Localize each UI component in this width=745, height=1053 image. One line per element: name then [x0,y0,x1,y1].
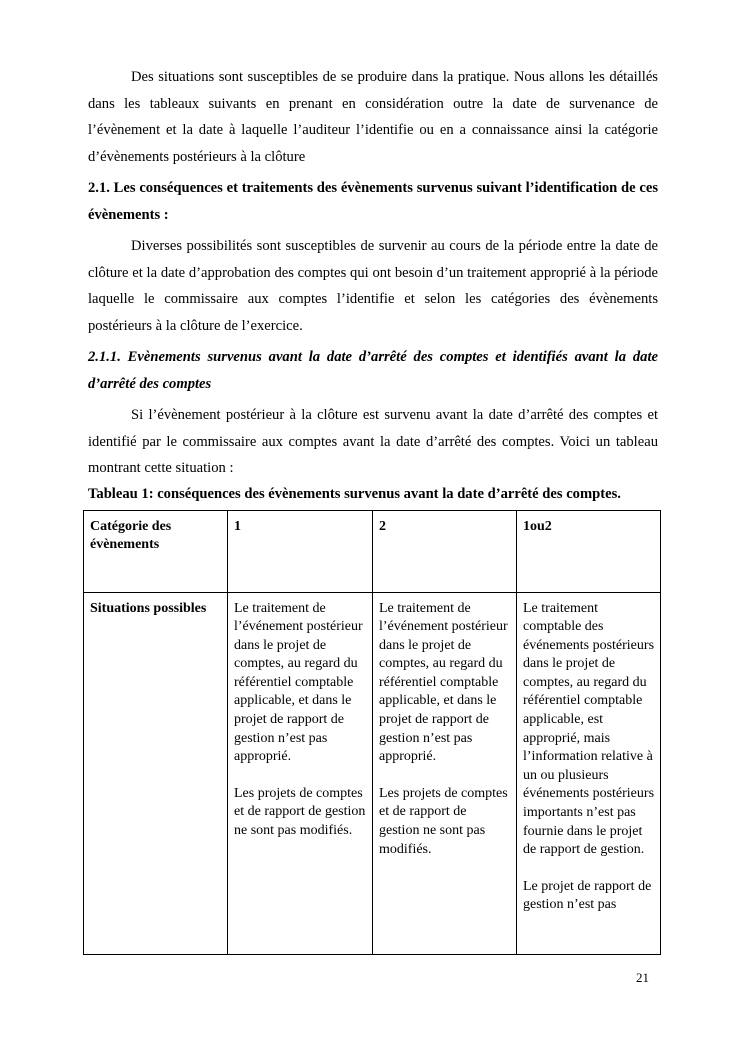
cell-situation-1 [228,592,373,954]
cell-paragraph: Le traitement de l’événement postérieur dans le projet de comptes, au regard du référentiel comptable applicable, et dans le projet de rapport de gestion n’est pas approprié. [379,600,508,765]
cell-situation-1ou2 [517,592,661,954]
table-header-row [84,510,661,592]
document-page [88,64,658,955]
cell-paragraph: Le projet de rapport de gestion n’est pas [523,878,652,913]
section-paragraph: Diverses possibilités sont susceptibles de survenir au cours de la période entre la date de clôture et la date d’approbation des comptes qui ont besoin d’un traitement approprié à la période laquelle le commissaire aux comptes l’identifie et selon les catégories des évènements postérieurs à la clôture de l’exercice. [88,238,658,334]
subsection-heading-2-1-1: 2.1.1. Evènements survenus avant la date d’arrêté des comptes et identifiés avant la date d’arrêté des comptes [88,349,658,392]
consequences-table [83,510,661,955]
table-caption: Tableau 1: conséquences des évènements survenus avant la date d’arrêté des comptes. [88,485,621,502]
section-heading-2-1: 2.1. Les conséquences et traitements des évènements survenus suivant l’identification de ces évènements : [88,180,658,223]
header-cell-1: 1 [228,510,373,592]
subsection-paragraph: Si l’évènement postérieur à la clôture est survenu avant la date d’arrêté des comptes et identifié par le commissaire aux comptes avant la date d’arrêté des comptes. Voici un tableau montrant cette situation : [88,407,658,476]
header-cell-1ou2: 1ou2 [517,510,661,592]
intro-paragraph: Des situations sont susceptibles de se produire dans la pratique. Nous allons les détaillés dans les tableaux suivants en prenant en considération outre la date de survenance de l’évènement et la date à laquelle l’auditeur l’identifie ou en a connaissance ainsi la catégorie d’évènements postérieurs à la clôture [88,69,658,165]
page-number: 21 [636,970,649,985]
cell-paragraph: Le traitement comptable des événements postérieurs dans le projet de comptes, au regard du référentiel comptable applicable, est approprié, mais l’information relative à un ou plusieurs événements postérieurs importants n’est pas fournie dans le projet de rapport de gestion. [523,600,654,858]
header-cell-category: Catégorie des évènements [84,510,228,592]
header-cell-2: 2 [373,510,517,592]
cell-situation-2 [373,592,517,954]
cell-paragraph: Les projets de comptes et de rapport de gestion ne sont pas modifiés. [234,785,366,839]
cell-paragraph: Les projets de comptes et de rapport de gestion ne sont pas modifiés. [379,785,508,857]
cell-paragraph: Le traitement de l’événement postérieur dans le projet de comptes, au regard du référentiel comptable applicable, et dans le projet de rapport de gestion n’est pas approprié. [234,600,363,765]
row-label-situations: Situations possibles [84,592,228,954]
table-row [84,592,661,954]
